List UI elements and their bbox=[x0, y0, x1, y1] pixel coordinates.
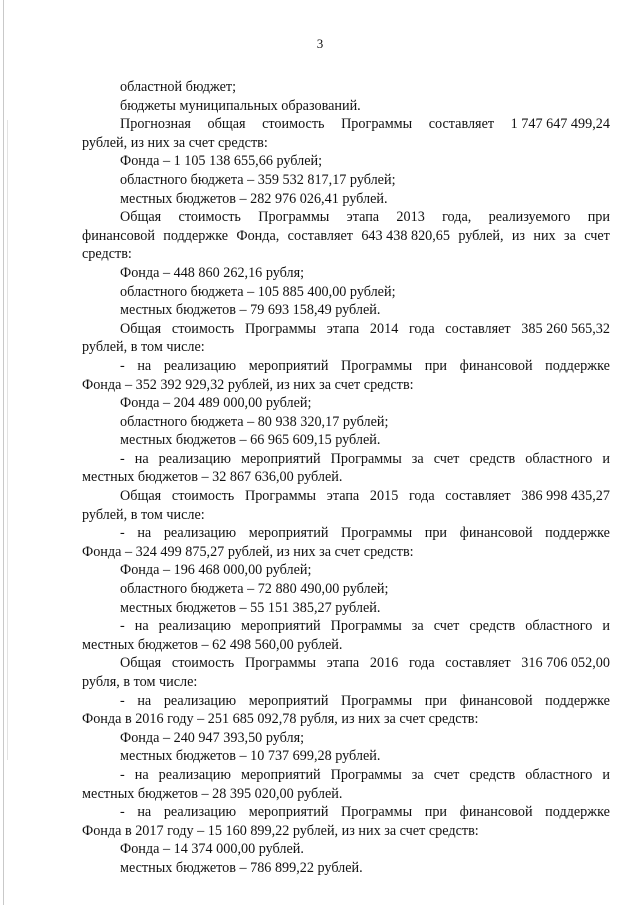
text-run: местных бюджетов – 10 737 699,28 рублей. bbox=[120, 748, 381, 765]
text-word: областного bbox=[525, 618, 593, 635]
text-word: - bbox=[120, 357, 125, 374]
text-run: местных бюджетов – 66 965 609,15 рублей. bbox=[120, 432, 381, 449]
text-line bbox=[82, 357, 610, 376]
text-word: из bbox=[511, 227, 526, 244]
text-line bbox=[82, 766, 610, 785]
text-line bbox=[82, 840, 610, 859]
text-word: и bbox=[602, 450, 610, 467]
text-word: за bbox=[411, 766, 424, 783]
text-word: года bbox=[408, 655, 435, 672]
text-word: реализацию bbox=[163, 357, 237, 374]
text-word: 2015 bbox=[369, 488, 399, 505]
text-word: Общая bbox=[120, 209, 162, 226]
text-word: Общая bbox=[120, 488, 162, 505]
text-word: - bbox=[120, 525, 125, 542]
text-line bbox=[82, 506, 610, 525]
text-word: мероприятий bbox=[240, 618, 321, 635]
text-word: - bbox=[120, 450, 125, 467]
text-word: счет bbox=[433, 618, 460, 635]
text-word: поддержке bbox=[545, 357, 610, 374]
text-word: мероприятий bbox=[248, 357, 329, 374]
text-line bbox=[82, 822, 610, 841]
text-run: средств: bbox=[82, 246, 132, 263]
text-word: Прогнозная bbox=[120, 116, 191, 133]
text-word: за bbox=[563, 227, 576, 244]
text-word: при bbox=[424, 525, 448, 542]
text-word: Программы bbox=[341, 525, 413, 542]
text-word: - bbox=[120, 692, 125, 709]
text-line bbox=[82, 803, 610, 822]
text-word: Программы bbox=[341, 692, 413, 709]
text-run: Фонда – 324 499 875,27 рублей, из них за счет средств: bbox=[82, 543, 414, 560]
text-run: Фонда в 2016 году – 251 685 092,78 рубля, из них за счет средств: bbox=[82, 711, 479, 728]
text-run: областной бюджет; bbox=[120, 79, 237, 95]
text-run: областного бюджета – 359 532 817,17 рублей; bbox=[120, 171, 396, 188]
text-word: мероприятий bbox=[240, 766, 321, 783]
text-word: года bbox=[408, 488, 435, 505]
text-line bbox=[82, 264, 610, 283]
text-word: составляет bbox=[428, 116, 495, 133]
text-word: 643 438 820,65 bbox=[361, 227, 450, 244]
text-word: поддержке bbox=[163, 227, 229, 244]
text-word: при bbox=[587, 209, 610, 226]
text-word: мероприятий bbox=[248, 804, 329, 821]
text-run: рублей, в том числе: bbox=[82, 339, 205, 356]
text-word: реализуемого bbox=[488, 209, 571, 226]
text-word: Программы bbox=[244, 320, 317, 337]
text-word: средств bbox=[469, 618, 516, 635]
text-run: местных бюджетов – 55 151 385,27 рублей. bbox=[120, 599, 381, 616]
text-line bbox=[82, 710, 610, 729]
text-word: реализацию bbox=[158, 766, 231, 783]
text-word: составляет bbox=[287, 227, 353, 244]
text-line bbox=[82, 78, 610, 97]
text-word: средств bbox=[469, 450, 516, 467]
text-word: составляет bbox=[445, 320, 511, 337]
text-word: областного bbox=[525, 450, 593, 467]
text-word: реализацию bbox=[158, 450, 231, 467]
text-line bbox=[82, 208, 610, 227]
text-word: финансовой bbox=[82, 227, 155, 244]
text-word: этапа bbox=[326, 488, 360, 505]
text-run: рублей, из них за счет средств: bbox=[82, 134, 268, 151]
text-word: реализацию bbox=[163, 804, 237, 821]
text-word: Программы bbox=[244, 488, 317, 505]
text-run: Фонда – 14 374 000,00 рублей. bbox=[120, 841, 304, 858]
text-word: на bbox=[137, 525, 152, 542]
text-word: этапа bbox=[346, 209, 380, 226]
text-word: Общая bbox=[120, 655, 162, 672]
text-word: счет bbox=[433, 766, 460, 783]
text-run: местных бюджетов – 28 395 020,00 рублей. bbox=[82, 785, 343, 802]
text-word: 316 706 052,00 bbox=[521, 655, 610, 672]
text-word: Программы bbox=[244, 655, 317, 672]
text-word: 1 747 647 499,24 bbox=[510, 116, 610, 133]
text-word: поддержке bbox=[545, 692, 610, 709]
text-word: стоимость bbox=[171, 655, 235, 672]
scan-edge-shadow bbox=[7, 120, 8, 760]
text-run: местных бюджетов – 786 899,22 рублей. bbox=[120, 859, 363, 876]
text-line bbox=[82, 338, 610, 357]
text-line bbox=[82, 524, 610, 543]
text-word: поддержке bbox=[545, 525, 610, 542]
text-word: на bbox=[137, 804, 152, 821]
text-word: Общая bbox=[120, 320, 162, 337]
text-word: этапа bbox=[326, 655, 360, 672]
text-word: реализацию bbox=[163, 692, 237, 709]
text-word: Программы bbox=[258, 209, 330, 226]
text-line bbox=[82, 283, 610, 302]
text-word: Программы bbox=[330, 618, 402, 635]
text-line bbox=[82, 301, 610, 320]
document-body bbox=[82, 78, 610, 878]
text-line bbox=[82, 431, 610, 450]
text-line bbox=[82, 859, 610, 878]
text-word: общая bbox=[207, 116, 246, 133]
text-run: Фонда – 352 392 929,32 рублей, из них за счет средств: bbox=[82, 376, 414, 393]
text-word: Программы bbox=[341, 357, 413, 374]
text-word: за bbox=[411, 618, 424, 635]
text-line bbox=[82, 320, 610, 339]
text-line bbox=[82, 580, 610, 599]
text-word: Программы bbox=[330, 450, 402, 467]
text-word: Фонда, bbox=[236, 227, 280, 244]
text-line bbox=[82, 394, 610, 413]
text-word: областного bbox=[525, 766, 593, 783]
text-word: при bbox=[424, 692, 448, 709]
text-word: финансовой bbox=[459, 692, 533, 709]
text-run: местных бюджетов – 282 976 026,41 рублей. bbox=[120, 190, 388, 207]
text-line bbox=[82, 468, 610, 487]
text-word: финансовой bbox=[459, 357, 533, 374]
text-line bbox=[82, 115, 610, 134]
text-word: - bbox=[120, 804, 125, 821]
text-line bbox=[82, 561, 610, 580]
text-word: счет bbox=[433, 450, 460, 467]
text-word: 2016 bbox=[369, 655, 399, 672]
text-word: финансовой bbox=[459, 804, 533, 821]
text-word: счет bbox=[584, 227, 610, 244]
text-line bbox=[82, 617, 610, 636]
text-word: на bbox=[137, 357, 152, 374]
text-line bbox=[82, 785, 610, 804]
text-word: финансовой bbox=[459, 525, 533, 542]
text-line bbox=[82, 227, 610, 246]
text-word: 386 998 435,27 bbox=[521, 488, 610, 505]
text-word: за bbox=[411, 450, 424, 467]
text-run: Фонда – 448 860 262,16 рубля; bbox=[120, 264, 305, 281]
text-line bbox=[82, 413, 610, 432]
text-word: при bbox=[424, 804, 448, 821]
text-word: поддержке bbox=[545, 804, 610, 821]
text-run: областного бюджета – 80 938 320,17 рублей; bbox=[120, 413, 389, 430]
text-word: мероприятий bbox=[248, 692, 329, 709]
text-run: рублей, в том числе: bbox=[82, 506, 205, 523]
text-line bbox=[82, 729, 610, 748]
text-word: реализацию bbox=[158, 618, 231, 635]
text-run: Фонда – 1 105 138 655,66 рублей; bbox=[120, 153, 323, 170]
text-line bbox=[82, 747, 610, 766]
text-word: этапа bbox=[326, 320, 360, 337]
text-word: на bbox=[134, 766, 149, 783]
text-word: на bbox=[137, 692, 152, 709]
text-line bbox=[82, 245, 610, 264]
text-run: местных бюджетов – 32 867 636,00 рублей. bbox=[82, 469, 343, 486]
text-line bbox=[82, 543, 610, 562]
text-line bbox=[82, 376, 610, 395]
text-run: бюджеты муниципальных образований. bbox=[120, 97, 361, 114]
text-line bbox=[82, 599, 610, 618]
text-word: Программы bbox=[330, 766, 402, 783]
text-run: областного бюджета – 72 880 490,00 рублей; bbox=[120, 581, 389, 598]
text-line bbox=[82, 134, 610, 153]
text-word: стоимость bbox=[171, 488, 235, 505]
text-line bbox=[82, 152, 610, 171]
text-word: 2014 bbox=[369, 320, 399, 337]
text-word: Программы bbox=[341, 804, 413, 821]
page-number: 3 bbox=[316, 36, 324, 51]
text-word: Программы bbox=[341, 116, 413, 133]
text-line bbox=[82, 171, 610, 190]
text-word: 2013 bbox=[396, 209, 425, 226]
text-word: 385 260 565,32 bbox=[521, 320, 610, 337]
text-word: составляет bbox=[445, 655, 511, 672]
text-word: года, bbox=[442, 209, 472, 226]
text-word: при bbox=[424, 357, 448, 374]
text-line bbox=[82, 692, 610, 711]
text-word: рублей, bbox=[458, 227, 504, 244]
text-word: средств bbox=[469, 766, 516, 783]
text-word: на bbox=[134, 618, 149, 635]
text-line bbox=[82, 673, 610, 692]
text-run: рубля, в том числе: bbox=[82, 674, 198, 690]
text-word: и bbox=[602, 766, 610, 783]
text-line bbox=[82, 190, 610, 209]
text-word: - bbox=[120, 766, 125, 783]
text-run: Фонда – 204 489 000,00 рублей; bbox=[120, 395, 312, 412]
text-word: и bbox=[602, 618, 610, 635]
text-line bbox=[82, 97, 610, 116]
text-line bbox=[82, 450, 610, 469]
text-line bbox=[82, 487, 610, 506]
text-run: местных бюджетов – 62 498 560,00 рублей. bbox=[82, 636, 343, 653]
text-run: областного бюджета – 105 885 400,00 рублей; bbox=[120, 283, 396, 300]
text-line bbox=[82, 636, 610, 655]
text-word: стоимость bbox=[171, 320, 235, 337]
text-line bbox=[82, 654, 610, 673]
text-run: Фонда – 240 947 393,50 рубля; bbox=[120, 729, 305, 746]
text-word: года bbox=[408, 320, 435, 337]
scan-edge-line bbox=[3, 0, 4, 905]
text-word: мероприятий bbox=[240, 450, 321, 467]
text-word: мероприятий bbox=[248, 525, 329, 542]
text-word: стоимость bbox=[262, 116, 325, 133]
text-run: Фонда – 196 468 000,00 рублей; bbox=[120, 562, 312, 579]
text-word: составляет bbox=[445, 488, 511, 505]
text-word: стоимость bbox=[178, 209, 241, 226]
text-word: реализацию bbox=[163, 525, 237, 542]
text-run: местных бюджетов – 79 693 158,49 рублей. bbox=[120, 302, 381, 319]
text-run: Фонда в 2017 году – 15 160 899,22 рублей, из них за счет средств: bbox=[82, 822, 479, 839]
text-word: на bbox=[134, 450, 149, 467]
text-word: - bbox=[120, 618, 125, 635]
text-word: них bbox=[533, 227, 556, 244]
